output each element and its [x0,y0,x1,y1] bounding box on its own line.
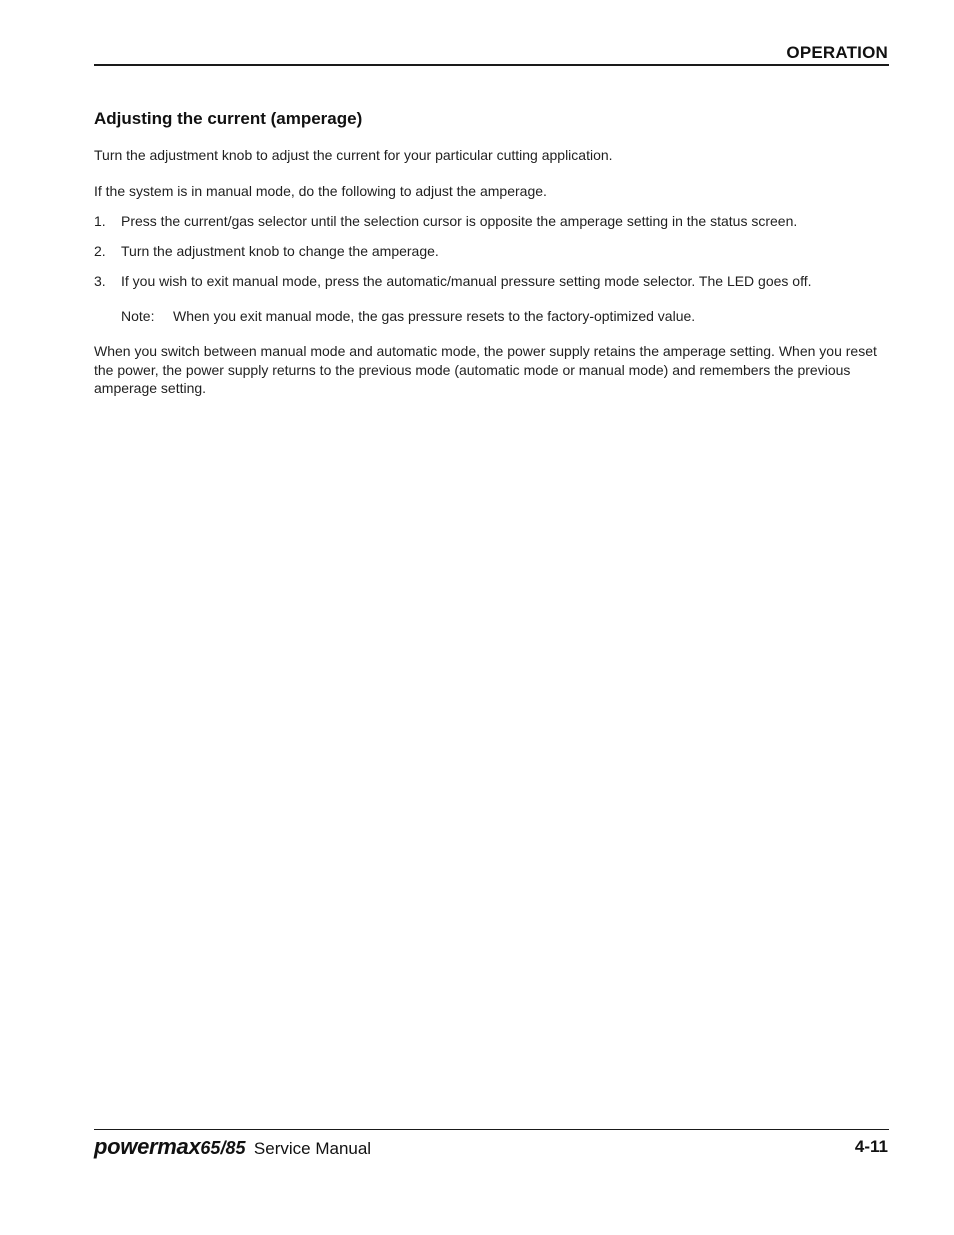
list-item [94,272,889,291]
note-label: Note: [121,307,155,324]
step-number: 2. [94,243,106,259]
note-block [94,307,889,326]
header-divider [94,64,889,66]
step-text: If you wish to exit manual mode, press the automatic/manual pressure setting mode selector. The LED goes off. [121,273,812,289]
brand-logo: powermax [94,1134,201,1159]
list-item [94,242,889,261]
page-number: 4-11 [854,1137,888,1156]
step-number: 3. [94,273,106,289]
footer-title [94,1134,371,1160]
manual-mode-paragraph: If the system is in manual mode, do the following to adjust the amperage. [94,182,547,199]
step-text: Press the current/gas selector until the selection cursor is opposite the amperage setting in the status screen. [121,213,798,229]
list-item [94,212,889,231]
step-number: 1. [94,213,106,229]
steps-list [94,212,889,291]
step-text: Turn the adjustment knob to change the amperage. [121,243,439,259]
section-header-label: OPERATION [786,43,888,62]
page-content [94,108,889,398]
intro-paragraph: Turn the adjustment knob to adjust the current for your particular cutting application. [94,147,613,163]
note-text: When you exit manual mode, the gas pressure resets to the factory-optimized value. [173,307,696,324]
document-title: Service Manual [253,1139,372,1158]
footer-divider [94,1129,889,1130]
closing-paragraph: When you switch between manual mode and automatic mode, the power supply retains the amperage setting. When you reset the power, the power supply returns to the previous mode (automatic mode or manual mode) and remembers the previous amperage setting. [94,343,877,396]
section-heading: Adjusting the current (amperage) [94,109,363,128]
brand-model: 65/85 [200,1138,246,1158]
